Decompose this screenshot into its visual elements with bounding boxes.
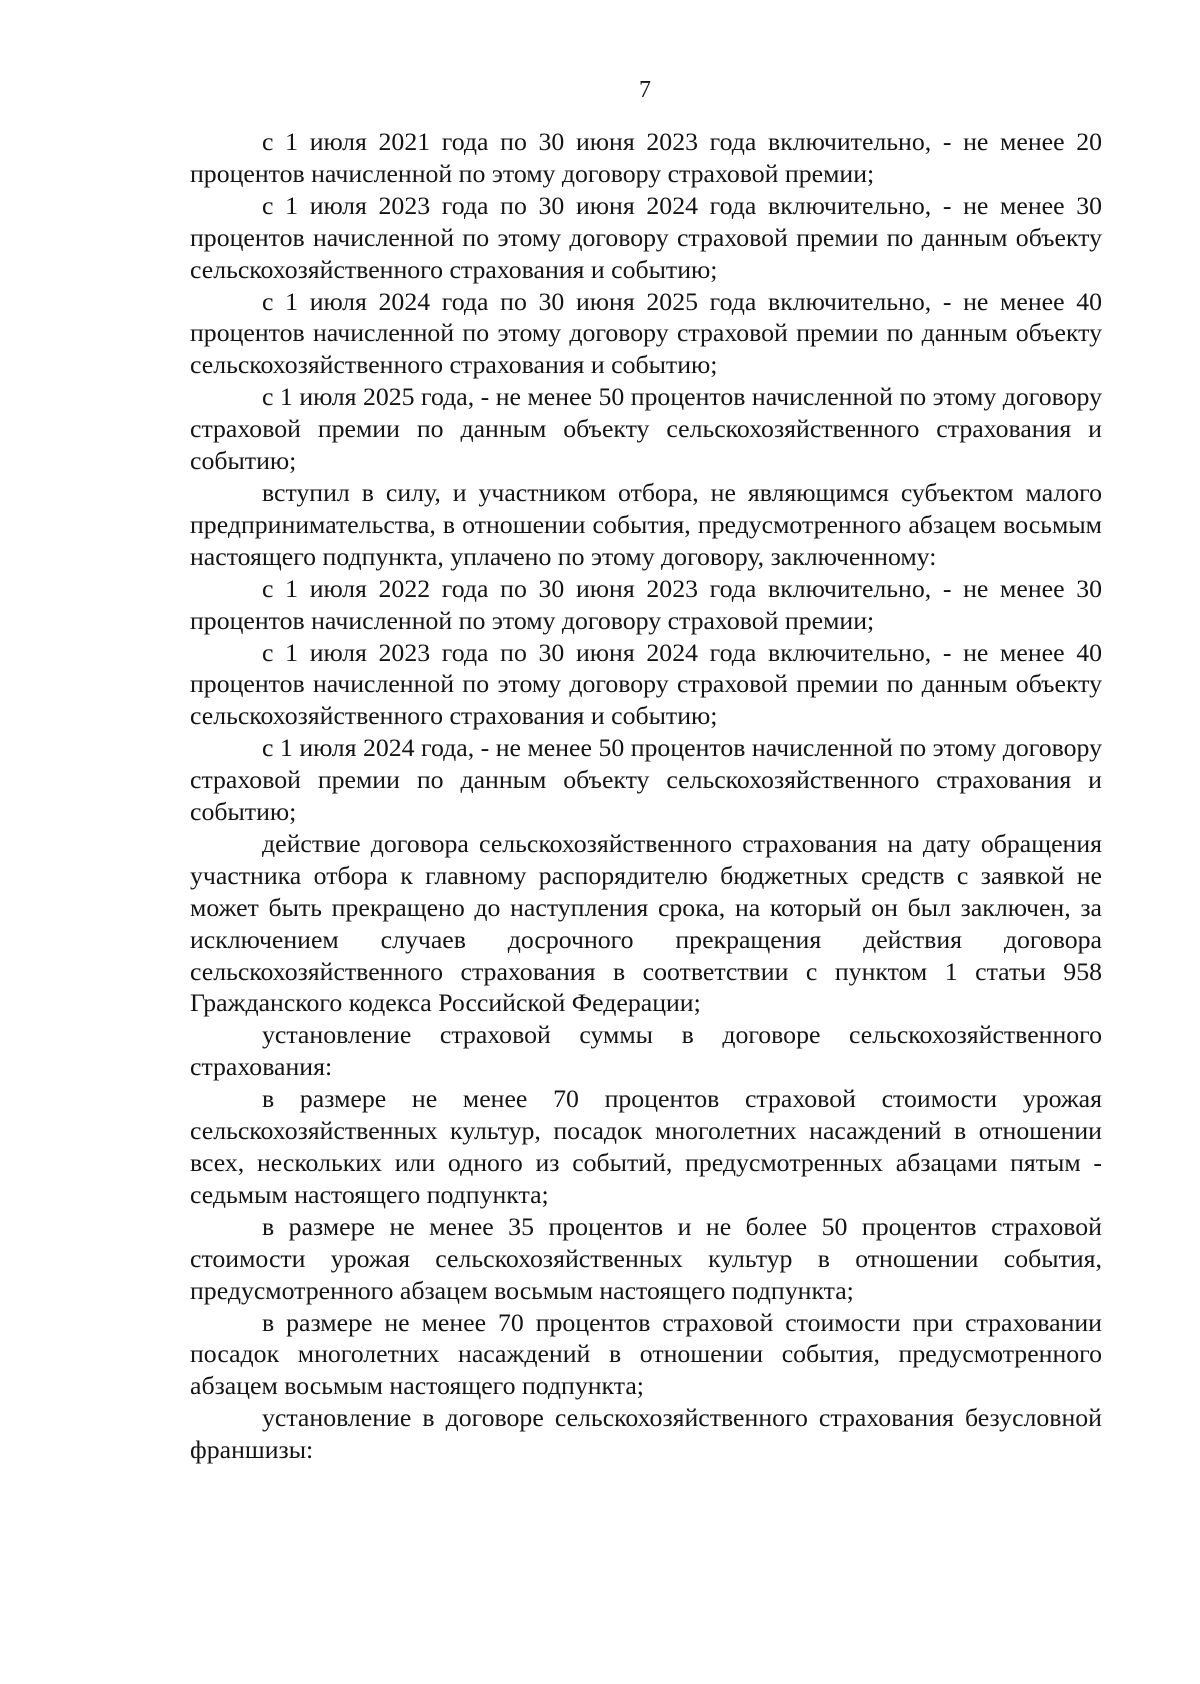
paragraph: установление страховой суммы в договоре сельскохозяйственного страхования: bbox=[190, 1020, 1102, 1082]
paragraph: с 1 июля 2022 года по 30 июня 2023 года включительно, - не менее 30 процентов начисленной по этому договору страховой премии; bbox=[190, 573, 1102, 635]
paragraph: с 1 июля 2021 года по 30 июня 2023 года включительно, - не менее 20 процентов начисленной по этому договору страховой премии; bbox=[190, 127, 1102, 188]
paragraph: действие договора сельскохозяйственного страхования на дату обращения участника отбора к главному распорядителю бюджетных средств с заявкой не может быть прекращено до наступления срока, на который он был заключен, за исключением случаев досрочного прекращения действия договора сельскохозяйственного страхования в соответствии с пунктом 1 статьи 958 Гражданского кодекса Российской Федерации; bbox=[190, 828, 1102, 1018]
paragraph: в размере не менее 70 процентов страховой стоимости при страховании посадок многолетних насаждений в отношении события, предусмотренного абзацем восьмым настоящего подпункта; bbox=[190, 1307, 1102, 1401]
paragraph: вступил в силу, и участником отбора, не являющимся субъектом малого предпринимательства, в отношении события, предусмотренного абзацем восьмым настоящего подпункта, уплачено по этому договору, заключенному: bbox=[190, 477, 1102, 571]
paragraph: с 1 июля 2024 года, - не менее 50 процентов начисленной по этому договору страховой премии по данным объекту сельскохозяйственного страхования и событию; bbox=[190, 733, 1102, 827]
paragraph: с 1 июля 2025 года, - не менее 50 процентов начисленной по этому договору страховой премии по данным объекту сельскохозяйственного страхования и событию; bbox=[190, 382, 1102, 476]
paragraph: с 1 июля 2023 года по 30 июня 2024 года включительно, - не менее 40 процентов начисленной по этому договору страховой премии по данным объекту сельскохозяйственного страхования и событию; bbox=[190, 637, 1102, 731]
paragraph: с 1 июля 2023 года по 30 июня 2024 года включительно, - не менее 30 процентов начисленной по этому договору страховой премии по данным объекту сельскохозяйственного страхования и событию; bbox=[190, 190, 1102, 284]
paragraph: в размере не менее 70 процентов страховой стоимости урожая сельскохозяйственных культур, посадок многолетних насаждений в отношении всех, нескольких или одного из событий, предусмотренных абзацами пятым - седьмым настоящего подпункта; bbox=[190, 1084, 1102, 1209]
page-number: 7 bbox=[639, 77, 651, 103]
paragraph: с 1 июля 2024 года по 30 июня 2025 года включительно, - не менее 40 процентов начисленной по этому договору страховой премии по данным объекту сельскохозяйственного страхования и событию; bbox=[190, 286, 1102, 380]
paragraph: в размере не менее 35 процентов и не более 50 процентов страховой стоимости урожая сельскохозяйственных культур в отношении события, предусмотренного абзацем восьмым настоящего подпункта; bbox=[190, 1211, 1102, 1305]
paragraph: установление в договоре сельскохозяйственного страхования безусловной франшизы: bbox=[190, 1403, 1102, 1465]
document-body bbox=[190, 126, 1102, 1466]
